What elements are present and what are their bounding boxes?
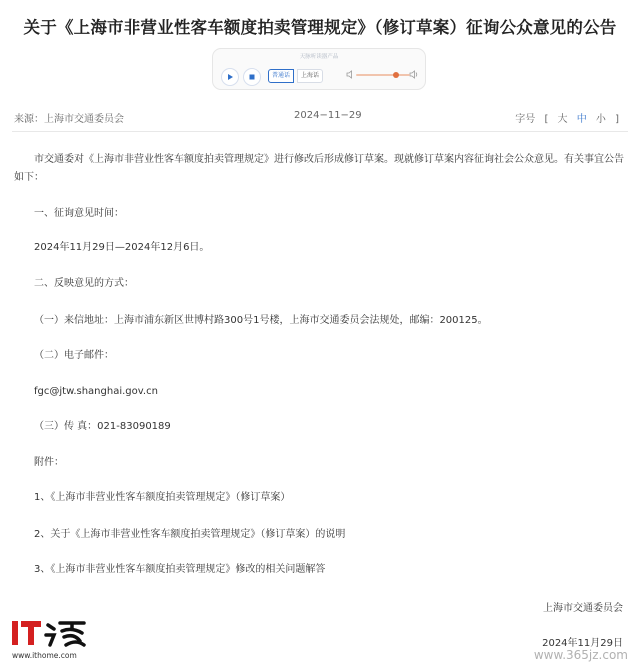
intro-line-2: 如下： <box>14 172 44 183</box>
font-size-bracket-open: [ <box>544 114 549 125</box>
ithome-url: www.ithome.com <box>12 651 77 660</box>
attachment-link-1[interactable]: 1、《上海市非营业性客车额度拍卖管理规定》（修订草案） <box>34 492 291 503</box>
font-size-medium-link[interactable]: 中 <box>576 114 587 125</box>
intro-line-1: 市交通委对《上海市非营业性客车额度拍卖管理规定》进行修改后形成修订草案。现就修订草案内容征询社会公众意见。有关事宜公告 <box>34 154 624 165</box>
audio-player <box>212 48 426 90</box>
publish-date: 2024−11−29 <box>294 110 362 121</box>
volume-low-icon <box>346 70 355 79</box>
signature: 上海市交通委员会 <box>543 603 623 614</box>
section-2-heading: 二、反映意见的方式： <box>34 278 134 289</box>
header-divider <box>12 131 628 132</box>
play-icon <box>226 73 234 81</box>
watermark: www.365jz.com <box>533 648 628 662</box>
voice-shanghainese-button[interactable]: 上海话 <box>297 69 323 83</box>
volume-high-icon <box>409 70 419 79</box>
font-size-label: 字号 <box>515 114 536 125</box>
attachment-link-3[interactable]: 3、《上海市非营业性客车额度拍卖管理规定》修改的相关问题解答 <box>34 564 326 575</box>
email-address: fgc@jtw.shanghai.gov.cn <box>34 386 158 397</box>
font-size-small-link[interactable]: 小 <box>595 114 606 125</box>
volume-slider[interactable] <box>356 74 410 76</box>
play-button[interactable] <box>221 68 239 86</box>
fax-number: （三）传 真：021-83090189 <box>34 421 171 432</box>
player-caption: 天脉听读器产品 <box>299 54 339 60</box>
font-size-large-link[interactable]: 大 <box>557 114 568 125</box>
voice-mandarin-button[interactable]: 普通话 <box>268 69 294 83</box>
font-size-switcher <box>512 110 622 125</box>
attachments-label: 附件： <box>34 457 64 468</box>
section-1-heading: 一、征询意见时间： <box>34 208 124 219</box>
stop-icon <box>248 73 256 81</box>
mail-address: （一）来信地址：上海市浦东新区世博村路300号1号楼，上海市交通委员会法规处，邮编：200125。 <box>34 315 488 326</box>
ithome-logo <box>12 617 88 649</box>
attachment-link-2[interactable]: 2、关于《上海市非营业性客车额度拍卖管理规定》（修订草案）的说明 <box>34 529 346 540</box>
email-label: （二）电子邮件： <box>34 350 114 361</box>
source-label: 来源：上海市交通委员会 <box>14 114 124 125</box>
font-size-bracket-close: ] <box>615 114 619 125</box>
stop-button[interactable] <box>243 68 261 86</box>
signature-date: 2024年11月29日 <box>542 638 623 649</box>
page-title: 关于《上海市非营业性客车额度拍卖管理规定》（修订草案）征询公众意见的公告 <box>23 18 617 37</box>
section-1-value: 2024年11月29日—2024年12月6日。 <box>34 242 210 253</box>
